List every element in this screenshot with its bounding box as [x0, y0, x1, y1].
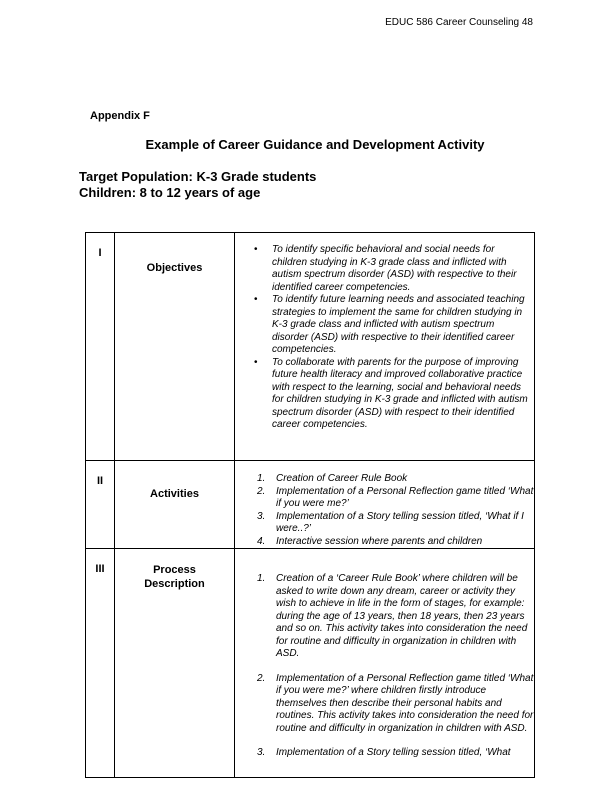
- list-item: • To collaborate with parents for the purpose of improving future health literacy and improved collaborative practice with respect to the learning, social and behavioral needs for children studying in K-3 grade and inflicted with autism spectrum disorder (ASD) with respect to their identified career competencies.: [235, 357, 534, 432]
- list-item: [235, 747, 534, 760]
- row-number: II: [86, 461, 115, 549]
- row-label-text: Activities: [150, 488, 199, 500]
- list-item: [235, 573, 534, 661]
- item-text: Creation of a ‘Career Rule Book’ where children will be asked to write down any dream, career or activity they wish to achieve in life in the form of stages, for example: during the age of 13 years, then 18 years, then 23 years and so on. This activity takes into consideration the need for routine and difficulty in organization in children with ASD.: [276, 573, 528, 659]
- list-item: [235, 486, 534, 511]
- list-item: [235, 673, 534, 736]
- document-title: Example of Career Guidance and Development Activity: [145, 137, 485, 152]
- row-label-text: Process Description: [144, 564, 205, 590]
- row-label: [115, 549, 235, 778]
- item-number: 1.: [257, 573, 266, 584]
- item-number: 3.: [257, 747, 266, 758]
- item-text: Implementation of a Personal Reflection game titled ‘What if you were me?’ where children firstly introduce themselves then describe their personal habits and routines. This activity takes into consideration the need for routine and difficulty in organization in children with ASD.: [276, 672, 534, 734]
- row-number: III: [86, 549, 115, 778]
- item-number: 2.: [257, 672, 266, 684]
- row-label: [115, 461, 235, 549]
- table-row: [86, 233, 535, 461]
- table-row: [86, 549, 535, 778]
- appendix-label: Appendix F: [90, 110, 150, 122]
- row-label: [115, 233, 235, 461]
- running-header: EDUC 586 Career Counseling 48: [385, 17, 533, 28]
- item-text: Implementation of a Story telling session titled, ‘What if I were..?’: [276, 510, 524, 534]
- objectives-cell: [235, 233, 535, 461]
- process-list: [235, 573, 534, 760]
- list-item: [235, 536, 534, 549]
- item-text: Implementation of a Story telling session titled, ‘What: [276, 747, 511, 758]
- table-row: [86, 461, 535, 549]
- row-number: I: [86, 233, 115, 461]
- item-number: 4.: [257, 535, 266, 547]
- children-age: Children: 8 to 12 years of age: [79, 185, 261, 200]
- process-cell: [235, 549, 535, 778]
- target-block: [79, 169, 316, 201]
- activities-cell: [235, 461, 535, 549]
- list-item: [235, 511, 534, 536]
- list-item: • To identify specific behavioral and social needs for children studying in K-3 grade class and inflicted with autism spectrum disorder (ASD) with respective to their identified career competencies.: [235, 244, 534, 294]
- row-label-text: Objectives: [146, 262, 203, 274]
- item-number: 2.: [257, 485, 266, 497]
- activity-table: [85, 232, 535, 778]
- activities-list: [235, 473, 534, 548]
- item-text: Creation of Career Rule Book: [276, 473, 408, 484]
- list-item: [235, 473, 534, 486]
- objectives-list: [235, 233, 534, 432]
- item-number: 1.: [257, 473, 266, 484]
- list-item: • To identify future learning needs and associated teaching strategies to implement the same for children studying in K-3 grade class and inflicted with autism spectrum disorder (ASD) with respective to their identified career competencies.: [235, 294, 534, 357]
- item-number: 3.: [257, 510, 266, 522]
- item-text: Interactive session where parents and children: [276, 535, 483, 547]
- target-population: Target Population: K-3 Grade students: [79, 169, 317, 184]
- item-text: Implementation of a Personal Reflection game titled ‘What if you were me?’: [276, 485, 534, 509]
